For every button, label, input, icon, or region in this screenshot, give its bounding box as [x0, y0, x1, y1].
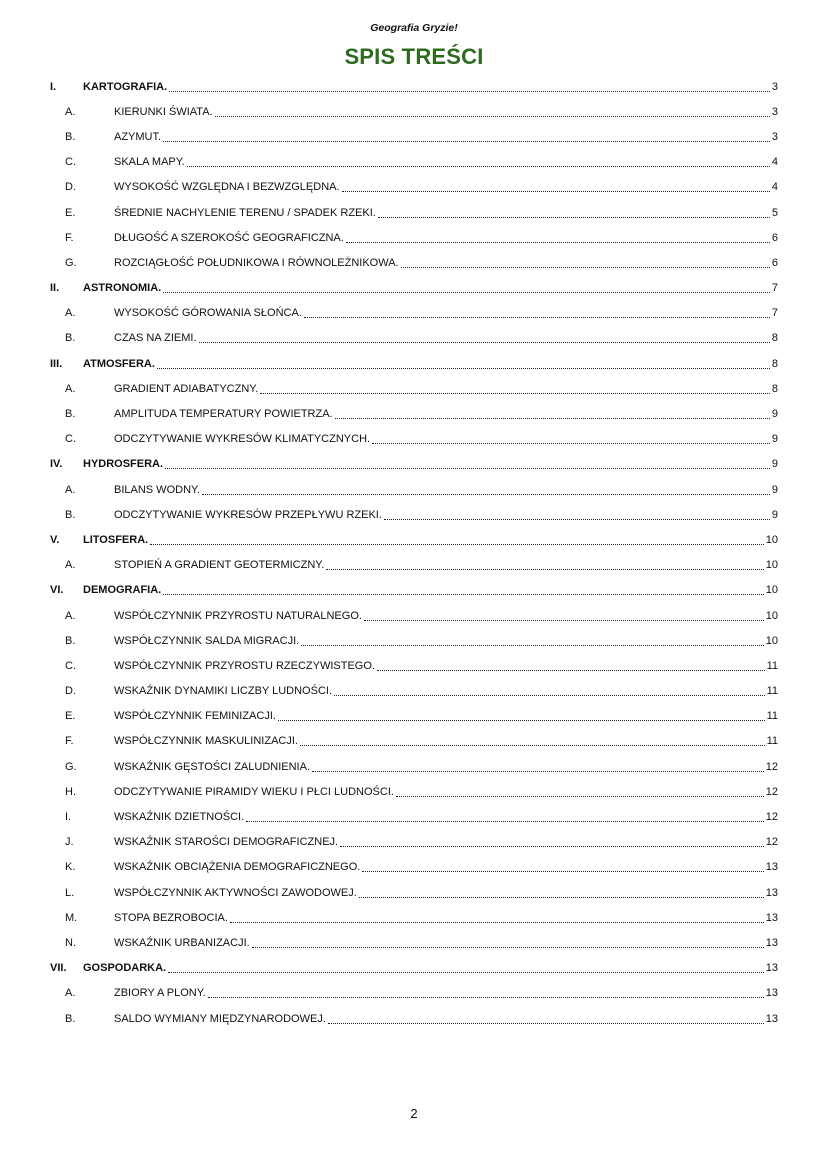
toc-entry-label: WSKAŹNIK DYNAMIKI LICZBY LUDNOŚCI. — [114, 685, 333, 698]
dot-leader — [300, 734, 765, 746]
toc-subsection-entry[interactable] — [50, 628, 778, 653]
dot-leader — [246, 810, 764, 822]
dot-leader — [335, 407, 770, 419]
toc-entry-label: WSPÓŁCZYNNIK FEMINIZACJI. — [114, 710, 276, 723]
dot-leader — [163, 583, 764, 595]
dot-leader — [150, 533, 764, 545]
toc-entry-page: 4 — [771, 181, 778, 194]
toc-entry-label: KIERUNKI ŚWIATA. — [114, 105, 213, 118]
dot-leader — [163, 130, 770, 142]
toc-subsection-entry[interactable] — [50, 225, 778, 250]
toc-entry-number: B. — [65, 634, 76, 647]
toc-subsection-entry[interactable] — [50, 855, 778, 880]
toc-subsection-entry[interactable] — [50, 603, 778, 628]
toc-entry-label: WSKAŹNIK OBCIĄŻENIA DEMOGRAFICZNEGO. — [114, 861, 361, 874]
toc-subsection-entry[interactable] — [50, 754, 778, 779]
dot-leader — [208, 986, 764, 998]
toc-entry-number: E. — [65, 710, 76, 723]
toc-entry-label: ATMOSFERA. — [83, 357, 155, 370]
toc-entry-page: 11 — [766, 735, 778, 748]
toc-entry-label: LITOSFERA. — [83, 533, 149, 546]
dot-leader — [301, 634, 764, 646]
toc-entry-number: I. — [50, 80, 57, 93]
toc-entry-number: A. — [65, 382, 76, 395]
toc-subsection-entry[interactable] — [50, 124, 778, 149]
toc-entry-number: II. — [50, 282, 60, 295]
toc-entry-page: 3 — [771, 105, 778, 118]
toc-entry-page: 12 — [765, 760, 778, 773]
toc-section-entry[interactable] — [50, 351, 778, 376]
toc-entry-label: BILANS WODNY. — [114, 483, 200, 496]
toc-subsection-entry[interactable] — [50, 779, 778, 804]
toc-entry-number: B. — [65, 408, 76, 421]
toc-entry-number: F. — [65, 231, 74, 244]
dot-leader — [260, 382, 770, 394]
toc-entry-label: WSKAŹNIK URBANIZACJI. — [114, 936, 250, 949]
dot-leader — [342, 180, 770, 192]
running-header: Geografia Gryzie! — [370, 22, 458, 34]
toc-entry-page: 13 — [765, 861, 778, 874]
toc-section-entry[interactable] — [50, 956, 778, 981]
toc-subsection-entry[interactable] — [50, 704, 778, 729]
dot-leader — [163, 281, 770, 293]
toc-subsection-entry[interactable] — [50, 981, 778, 1006]
toc-entry-page: 10 — [765, 559, 778, 572]
toc-entry-number: C. — [65, 156, 76, 169]
toc-entry-label: SKALA MAPY. — [114, 156, 185, 169]
toc-entry-number: A. — [65, 105, 76, 118]
toc-subsection-entry[interactable] — [50, 401, 778, 426]
toc-entry-number: C. — [65, 659, 76, 672]
toc-entry-label: ŚREDNIE NACHYLENIE TERENU / SPADEK RZEKI. — [114, 206, 376, 219]
toc-entry-page: 7 — [771, 282, 778, 295]
dot-leader — [157, 357, 770, 369]
toc-entry-label: STOPA BEZROBOCIA. — [114, 911, 228, 924]
toc-entry-page: 12 — [765, 785, 778, 798]
toc-subsection-entry[interactable] — [50, 427, 778, 452]
dot-leader — [252, 936, 764, 948]
toc-entry-page: 9 — [771, 508, 778, 521]
toc-entry-page: 13 — [765, 962, 778, 975]
dot-leader — [401, 256, 770, 268]
toc-entry-number: J. — [65, 836, 74, 849]
toc-entry-number: K. — [65, 861, 76, 874]
dot-leader — [372, 432, 770, 444]
toc-entry-number: N. — [65, 936, 76, 949]
toc-entry-page: 13 — [765, 936, 778, 949]
toc-entry-label: CZAS NA ZIEMI. — [114, 332, 197, 345]
dot-leader — [230, 911, 764, 923]
toc-entry-number: C. — [65, 433, 76, 446]
toc-entry-label: ODCZYTYWANIE WYKRESÓW PRZEPŁYWU RZEKI. — [114, 508, 382, 521]
dot-leader — [304, 306, 770, 318]
toc-entry-page: 9 — [771, 408, 778, 421]
toc-entry-page: 13 — [765, 911, 778, 924]
dot-leader — [278, 709, 765, 721]
toc-entry-number: VI. — [50, 584, 64, 597]
toc-entry-page: 11 — [766, 710, 778, 723]
toc-entry-number: VII. — [50, 962, 67, 975]
toc-subsection-entry[interactable] — [50, 250, 778, 275]
dot-leader — [326, 558, 763, 570]
page-title: SPIS TREŚCI — [344, 44, 484, 69]
toc-section-entry[interactable] — [50, 452, 778, 477]
toc-entry-page: 10 — [765, 609, 778, 622]
toc-entry-label: DŁUGOŚĆ A SZEROKOŚĆ GEOGRAFICZNA. — [114, 231, 344, 244]
toc-entry-number: M. — [65, 911, 78, 924]
dot-leader — [340, 835, 764, 847]
page-number: 2 — [410, 1106, 418, 1121]
toc-subsection-entry[interactable] — [50, 175, 778, 200]
toc-entry-label: GRADIENT ADIABATYCZNY. — [114, 382, 259, 395]
toc-entry-number: A. — [65, 483, 76, 496]
toc-entry-page: 11 — [766, 659, 778, 672]
toc-entry-page: 10 — [765, 634, 778, 647]
toc-entry-label: WSPÓŁCZYNNIK MASKULINIZACJI. — [114, 735, 298, 748]
toc-subsection-entry[interactable] — [50, 376, 778, 401]
toc-entry-number: D. — [65, 181, 76, 194]
toc-entry-number: E. — [65, 206, 76, 219]
toc-entry-number: G. — [65, 256, 77, 269]
toc-entry-page: 13 — [765, 987, 778, 1000]
toc-entry-label: AZYMUT. — [114, 130, 162, 143]
toc-entry-label: WYSOKOŚĆ GÓROWANIA SŁOŃCA. — [114, 307, 302, 320]
toc-subsection-entry[interactable] — [50, 905, 778, 930]
toc-entry-page: 6 — [771, 256, 778, 269]
dot-leader — [165, 457, 770, 469]
dot-leader — [377, 659, 765, 671]
toc-subsection-entry[interactable] — [50, 653, 778, 678]
toc-entry-page: 3 — [771, 130, 778, 143]
toc-entry-number: B. — [65, 508, 76, 521]
toc-entry-page: 5 — [771, 206, 778, 219]
toc-entry-page: 9 — [771, 433, 778, 446]
dot-leader — [346, 231, 770, 243]
dot-leader — [364, 609, 764, 621]
toc-section-entry[interactable] — [50, 276, 778, 301]
toc-entry-label: AMPLITUDA TEMPERATURY POWIETRZA. — [114, 408, 333, 421]
toc-entry-number: H. — [65, 785, 76, 798]
toc-entry-label: ODCZYTYWANIE WYKRESÓW KLIMATYCZNYCH. — [114, 433, 371, 446]
toc-subsection-entry[interactable] — [50, 830, 778, 855]
toc-entry-label: KARTOGRAFIA. — [83, 80, 168, 93]
toc-entry-number: A. — [65, 307, 76, 320]
toc-entry-label: ODCZYTYWANIE PIRAMIDY WIEKU I PŁCI LUDNOŚCI. — [114, 785, 394, 798]
dot-leader — [215, 105, 770, 117]
toc-entry-number: IV. — [50, 458, 63, 471]
toc-section-entry[interactable] — [50, 527, 778, 552]
dot-leader — [199, 331, 770, 343]
toc-entry-page: 6 — [771, 231, 778, 244]
toc-entry-label: DEMOGRAFIA. — [83, 584, 162, 597]
toc-entry-label: ROZCIĄGŁOŚĆ POŁUDNIKOWA I RÓWNOLEŻNIKOWA. — [114, 256, 399, 269]
dot-leader — [378, 206, 770, 218]
toc-entry-number: F. — [65, 735, 74, 748]
toc-entry-page: 8 — [771, 382, 778, 395]
toc-entry-number: B. — [65, 1012, 76, 1025]
dot-leader — [187, 155, 770, 167]
toc-entry-page: 13 — [765, 1012, 778, 1025]
toc-entry-label: WSPÓŁCZYNNIK SALDA MIGRACJI. — [114, 634, 300, 647]
dot-leader — [396, 785, 764, 797]
toc-subsection-entry[interactable] — [50, 553, 778, 578]
dot-leader — [362, 860, 763, 872]
toc-entry-label: WSPÓŁCZYNNIK PRZYROSTU RZECZYWISTEGO. — [114, 659, 375, 672]
toc-entry-number: A. — [65, 609, 76, 622]
toc-entry-page: 8 — [771, 332, 778, 345]
toc-entry-page: 9 — [771, 458, 778, 471]
toc-section-entry[interactable] — [50, 578, 778, 603]
toc-entry-number: V. — [50, 533, 60, 546]
toc-entry-label: ASTRONOMIA. — [83, 282, 162, 295]
toc-entry-number: L. — [65, 886, 75, 899]
toc-entry-label: WSPÓŁCZYNNIK PRZYROSTU NATURALNEGO. — [114, 609, 362, 622]
toc-entry-page: 10 — [765, 533, 778, 546]
table-of-contents — [50, 74, 778, 1031]
toc-entry-number: I. — [65, 811, 72, 824]
dot-leader — [202, 483, 770, 495]
toc-subsection-entry[interactable] — [50, 200, 778, 225]
dot-leader — [384, 508, 770, 520]
toc-entry-page: 4 — [771, 156, 778, 169]
toc-entry-page: 10 — [765, 584, 778, 597]
toc-entry-number: B. — [65, 332, 76, 345]
toc-subsection-entry[interactable] — [50, 477, 778, 502]
toc-entry-page: 13 — [765, 886, 778, 899]
toc-entry-label: WSKAŹNIK DZIETNOŚCI. — [114, 811, 245, 824]
toc-entry-number: D. — [65, 685, 76, 698]
toc-entry-page: 3 — [771, 80, 778, 93]
toc-subsection-entry[interactable] — [50, 880, 778, 905]
toc-entry-label: WSKAŹNIK STAROŚCI DEMOGRAFICZNEJ. — [114, 836, 339, 849]
toc-entry-page: 11 — [766, 685, 778, 698]
toc-entry-page: 12 — [765, 836, 778, 849]
toc-entry-page: 8 — [771, 357, 778, 370]
dot-leader — [312, 760, 764, 772]
toc-subsection-entry[interactable] — [50, 99, 778, 124]
toc-subsection-entry[interactable] — [50, 804, 778, 829]
toc-entry-number: B. — [65, 130, 76, 143]
toc-subsection-entry[interactable] — [50, 930, 778, 955]
toc-entry-label: WSPÓŁCZYNNIK AKTYWNOŚCI ZAWODOWEJ. — [114, 886, 357, 899]
toc-subsection-entry[interactable] — [50, 729, 778, 754]
toc-entry-label: SALDO WYMIANY MIĘDZYNARODOWEJ. — [114, 1012, 326, 1025]
toc-entry-number: G. — [65, 760, 77, 773]
toc-subsection-entry[interactable] — [50, 150, 778, 175]
toc-subsection-entry[interactable] — [50, 301, 778, 326]
toc-entry-page: 9 — [771, 483, 778, 496]
toc-entry-number: III. — [50, 357, 63, 370]
dot-leader — [334, 684, 765, 696]
dot-leader — [168, 961, 764, 973]
toc-entry-page: 7 — [771, 307, 778, 320]
toc-subsection-entry[interactable] — [50, 679, 778, 704]
toc-entry-label: HYDROSFERA. — [83, 458, 164, 471]
toc-entry-page: 12 — [765, 811, 778, 824]
dot-leader — [359, 886, 764, 898]
toc-entry-label: WYSOKOŚĆ WZGLĘDNA I BEZWZGLĘDNA. — [114, 181, 340, 194]
toc-entry-number: A. — [65, 987, 76, 1000]
toc-subsection-entry[interactable] — [50, 326, 778, 351]
toc-subsection-entry[interactable] — [50, 502, 778, 527]
toc-entry-label: STOPIEŃ A GRADIENT GEOTERMICZNY. — [114, 559, 325, 572]
dot-leader — [328, 1012, 764, 1024]
toc-entry-number: A. — [65, 559, 76, 572]
toc-section-entry[interactable] — [50, 74, 778, 99]
dot-leader — [169, 80, 770, 92]
toc-subsection-entry[interactable] — [50, 1006, 778, 1031]
toc-entry-label: ZBIORY A PLONY. — [114, 987, 206, 1000]
toc-entry-label: WSKAŹNIK GĘSTOŚCI ZALUDNIENIA. — [114, 760, 310, 773]
toc-entry-label: GOSPODARKA. — [83, 962, 167, 975]
